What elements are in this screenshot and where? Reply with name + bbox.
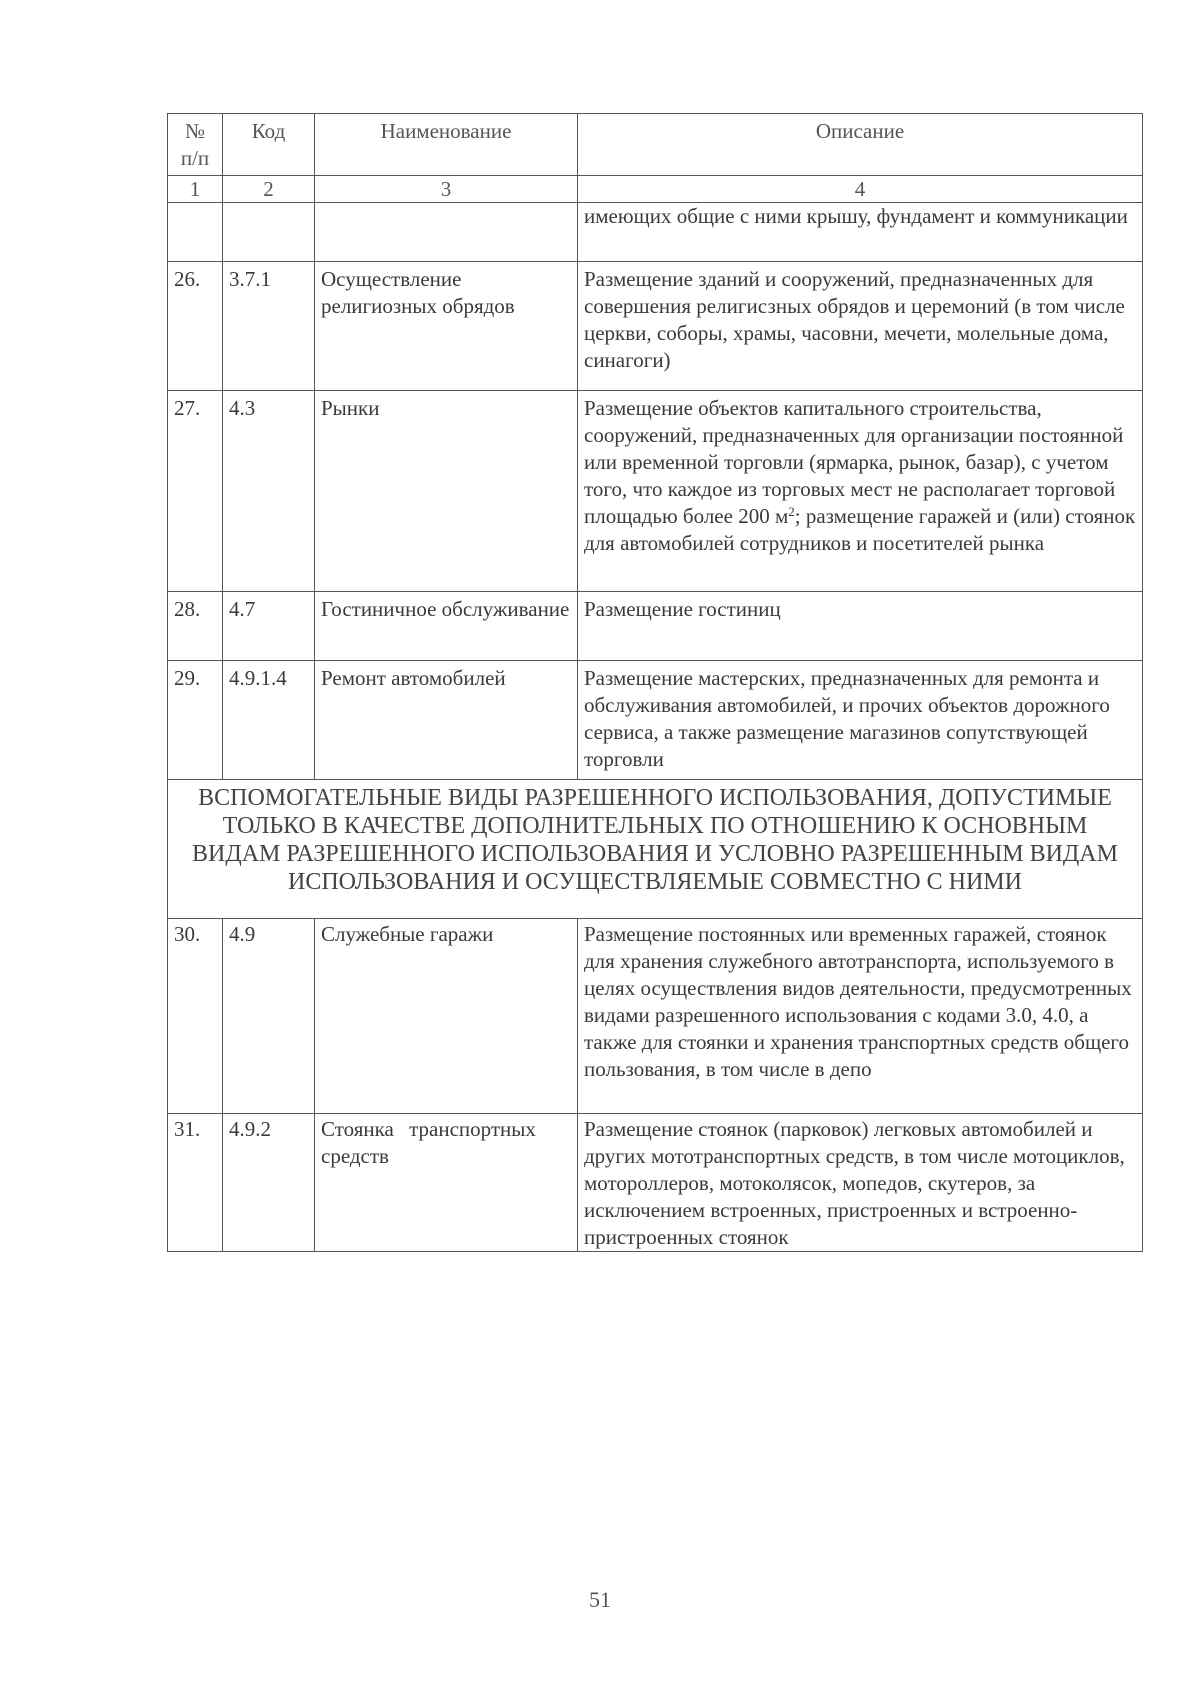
header-code: Код [223,114,315,176]
column-number-1: 1 [168,176,223,203]
table-row-continuation [168,203,1143,262]
column-number-3: 3 [315,176,578,203]
header-number: № п/п [168,114,223,176]
row-code: 4.9 [223,919,315,1114]
table-row [168,592,1143,661]
row-name: Ремонт автомобилей [315,661,578,780]
table-row [168,661,1143,780]
row-description: Размещение стоянок (парковок) легковых автомобилей и других мототранспортных средств, в том числе мотоциклов, мотороллеров, мотоколясок, мопедов, скутеров, за исключением встроенных, пристроенных и встроенно-пристроенных стоянок [578,1114,1143,1252]
row-code: 4.7 [223,592,315,661]
row-code: 4.9.2 [223,1114,315,1252]
land-use-table [167,113,1143,1252]
table-row [168,391,1143,592]
superscript: 2 [788,504,795,519]
page-number: 51 [589,1587,611,1612]
row-number: 31. [168,1114,223,1252]
row-description: имеющих общие с ними крышу, фундамент и коммуникации [578,203,1143,262]
row-name: Гостиничное обслуживание [315,592,578,661]
row-code: 4.9.1.4 [223,661,315,780]
description-text: Размещение объектов капитального строительства, сооружений, предназначенных для организации постоянной или временной торговли (ярмарка, рынок, базар), с учетом того, что каждое из торговых мест не располагает торговой площадью более 200 м [584,396,1124,528]
row-number: 26. [168,262,223,391]
row-description [578,391,1143,592]
row-number: 28. [168,592,223,661]
column-number-4: 4 [578,176,1143,203]
column-number-2: 2 [223,176,315,203]
section-heading: ВСПОМОГАТЕЛЬНЫЕ ВИДЫ РАЗРЕШЕННОГО ИСПОЛЬЗОВАНИЯ, ДОПУСТИМЫЕ ТОЛЬКО В КАЧЕСТВЕ ДОПОЛНИТЕЛЬНЫХ ПО ОТНОШЕНИЮ К ОСНОВНЫМ ВИДАМ РАЗРЕШЕННОГО ИСПОЛЬЗОВАНИЯ И УСЛОВНО РАЗРЕШЕННЫМ ВИДАМ ИСПОЛЬЗОВАНИЯ И ОСУЩЕСТВЛЯЕМЫЕ СОВМЕСТНО С НИМИ [168,780,1143,919]
row-code: 3.7.1 [223,262,315,391]
table-row [168,919,1143,1114]
table-header-row [168,114,1143,176]
table-row [168,1114,1143,1252]
row-name: Стоянка транспортных средств [315,1114,578,1252]
row-description: Размещение гостиниц [578,592,1143,661]
row-number: 27. [168,391,223,592]
header-description: Описание [578,114,1143,176]
row-number: 29. [168,661,223,780]
row-name: Осуществление религиозных обрядов [315,262,578,391]
section-heading-row [168,780,1143,919]
row-number: 30. [168,919,223,1114]
header-name: Наименование [315,114,578,176]
row-description: Размещение постоянных или временных гаражей, стоянок для хранения служебного автотранспорта, используемого в целях осуществления видов деятельности, предусмотренных видами разрешенного использования с кодами 3.0, 4.0, а также для стоянки и хранения транспортных средств общего пользования, в том числе в депо [578,919,1143,1114]
row-name: Служебные гаражи [315,919,578,1114]
table-row [168,262,1143,391]
row-description: Размещение мастерских, предназначенных для ремонта и обслуживания автомобилей, и прочих объектов дорожного сервиса, а также размещение магазинов сопутствующей торговли [578,661,1143,780]
row-name: Рынки [315,391,578,592]
description-text-continued: ; размещение гаражей и (или) стоянок для автомобилей сотрудников и посетителей рынка [584,504,1136,555]
column-number-row [168,176,1143,203]
row-code: 4.3 [223,391,315,592]
row-description: Размещение зданий и сооружений, предназначенных для совершения религисзных обрядов и церемоний (в том числе церкви, соборы, храмы, часовни, мечети, молельные дома, синагоги) [578,262,1143,391]
